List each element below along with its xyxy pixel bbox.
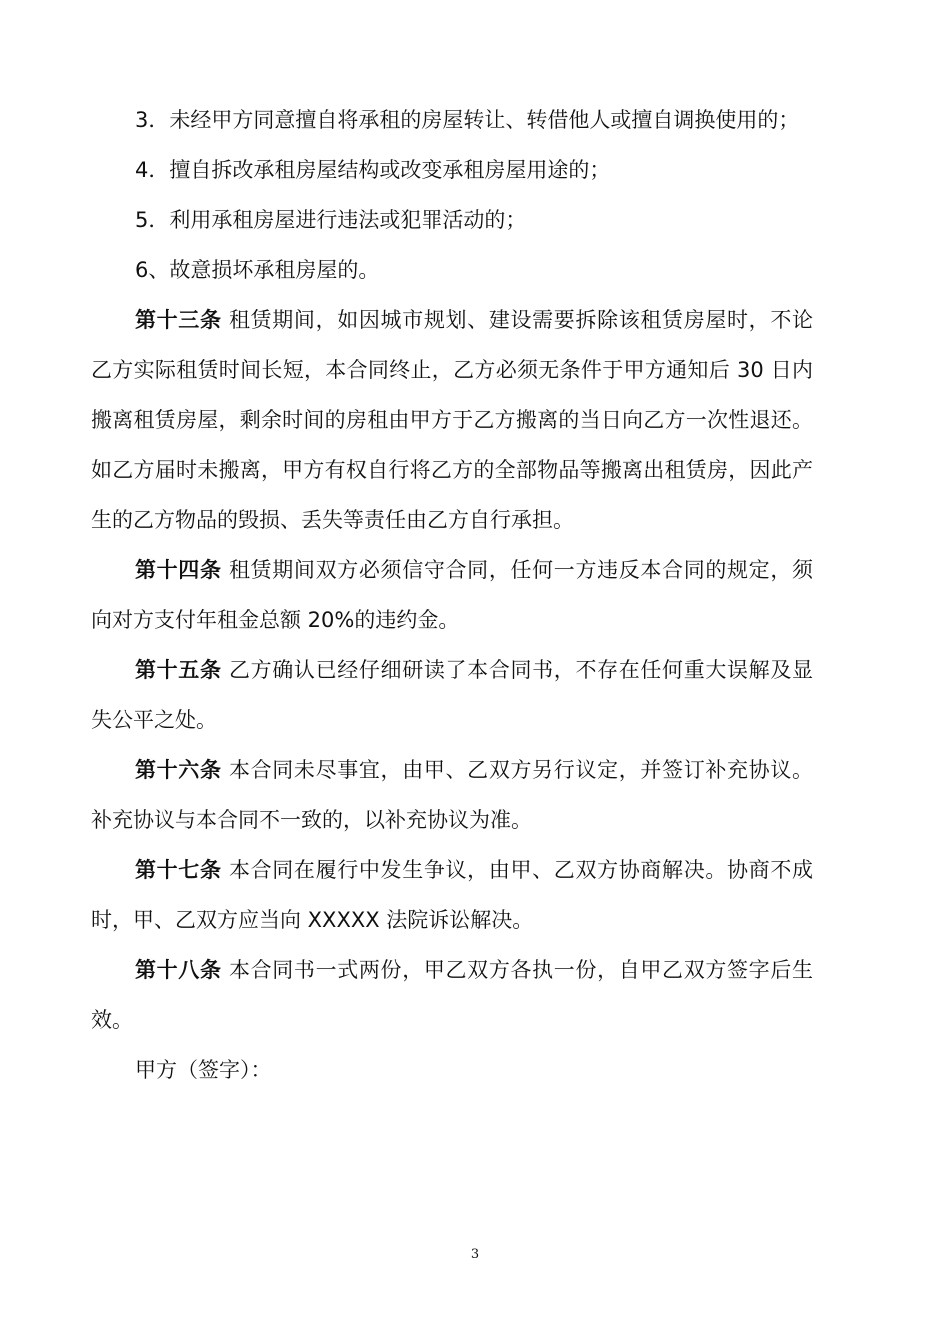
article-13-number: 第十三条 (135, 308, 222, 332)
clause-4: 4．擅自拆改承租房屋结构或改变承租房屋用途的； (135, 158, 611, 182)
article-17 (91, 845, 813, 945)
article-13 (91, 295, 813, 545)
article-14 (91, 545, 813, 645)
article-18-text: 本合同书一式两份，甲乙双方各执一份，自甲乙双方签字后生效。 (91, 958, 813, 1032)
article-17-number: 第十七条 (135, 858, 222, 882)
article-17-text: 本合同在履行中发生争议，由甲、乙双方协商解决。协商不成时，甲、乙双方应当向 XXXXX 法院诉讼解决。 (91, 858, 813, 932)
article-18-number: 第十八条 (135, 958, 222, 982)
article-14-number: 第十四条 (135, 558, 222, 582)
clause-3: 3．未经甲方同意擅自将承租的房屋转让、转借他人或擅自调换使用的； (135, 108, 800, 132)
document-body (91, 95, 813, 1095)
article-16 (91, 745, 813, 845)
clause-5: 5．利用承租房屋进行违法或犯罪活动的； (135, 208, 527, 232)
clause-6: 6、故意损坏承租房屋的。 (135, 258, 380, 282)
article-16-number: 第十六条 (135, 758, 222, 782)
party-a-signature-line: 甲方（签字）： (135, 1058, 272, 1082)
article-13-text: 租赁期间，如因城市规划、建设需要拆除该租赁房屋时，不论乙方实际租赁时间长短，本合同终止，乙方必须无条件于甲方通知后 30 日内搬离租赁房屋，剩余时间的房租由甲方于乙方搬离的当日向乙方一次性退还。如乙方届时未搬离，甲方有权自行将乙方的全部物品等搬离出租赁房，因此产生的乙方物品的毁损、丢失等责任由乙方自行承担。 (91, 308, 813, 532)
article-15-text: 乙方确认已经仔细研读了本合同书，不存在任何重大误解及显失公平之处。 (91, 658, 813, 732)
article-15 (91, 645, 813, 745)
page-number: 3 (470, 1247, 480, 1262)
article-15-number: 第十五条 (135, 658, 222, 682)
article-14-text: 租赁期间双方必须信守合同，任何一方违反本合同的规定，须向对方支付年租金总额 20%的违约金。 (91, 558, 813, 632)
article-18 (91, 945, 813, 1045)
article-16-text: 本合同未尽事宜，由甲、乙双方另行议定，并签订补充协议。补充协议与本合同不一致的，以补充协议为准。 (91, 758, 813, 832)
